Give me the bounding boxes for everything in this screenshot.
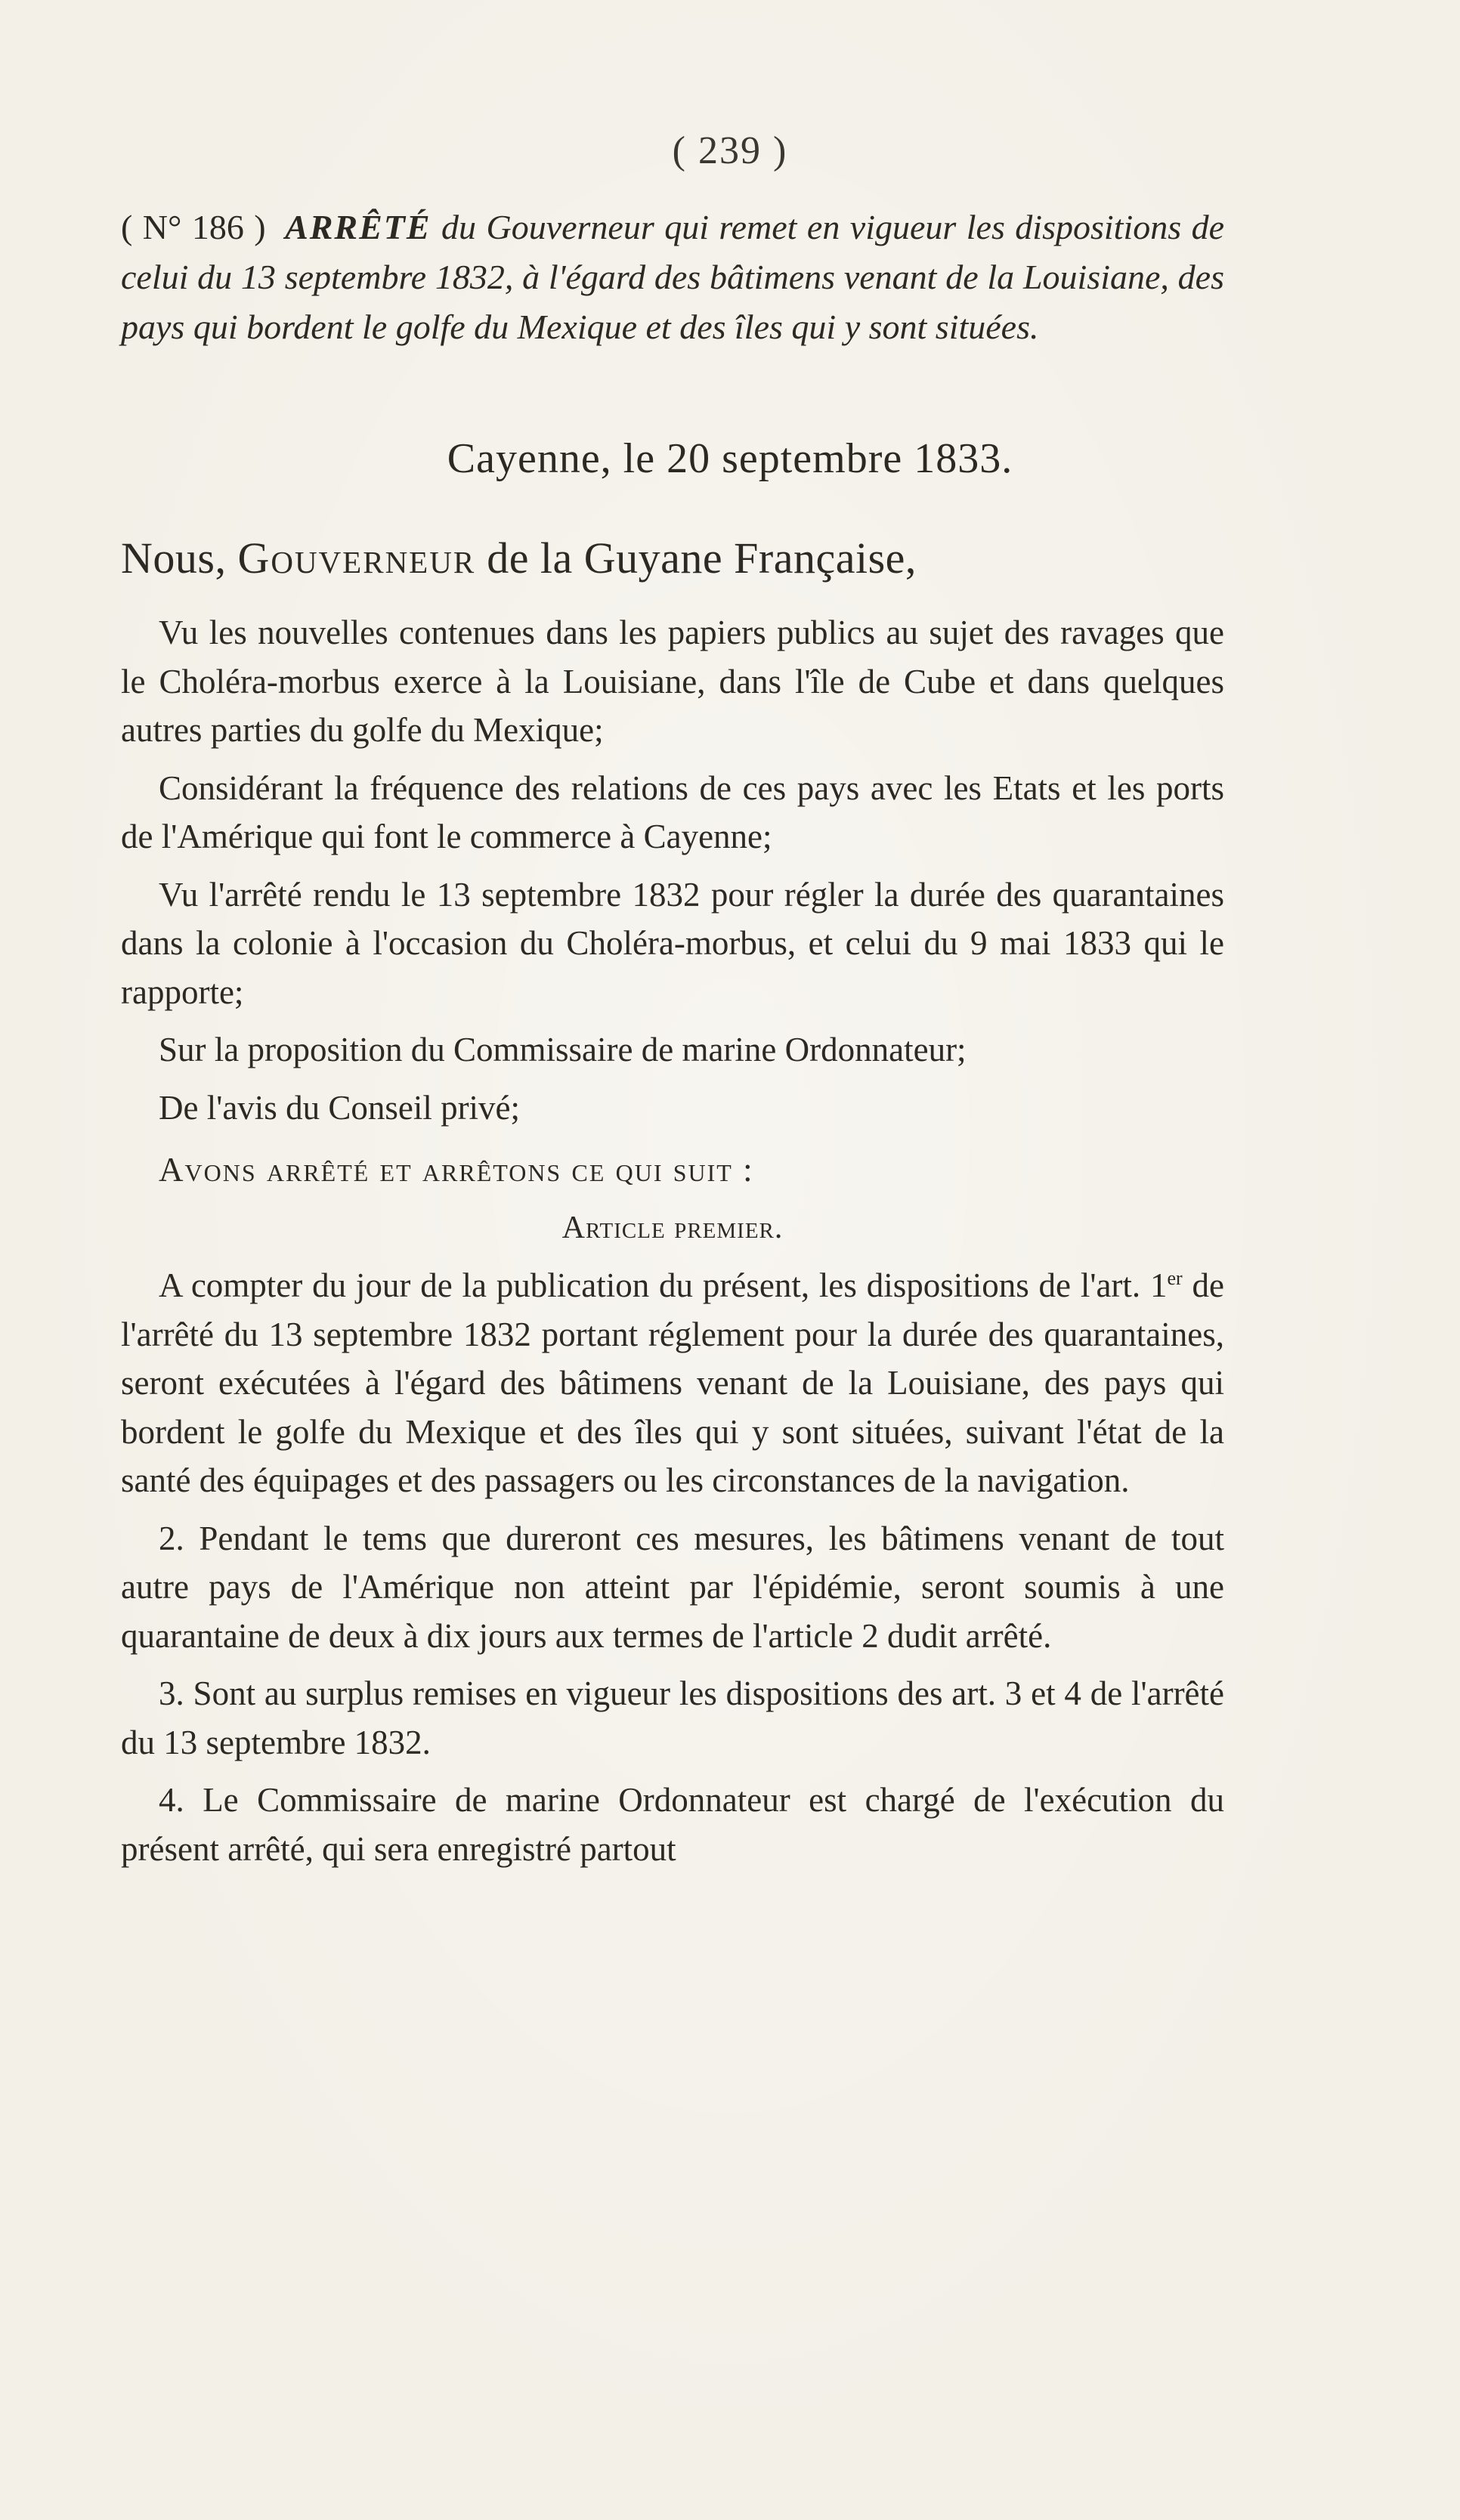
intro-rest: de la Guyane Française,: [487, 533, 917, 583]
article-3: 3. Sont au surplus remises en vigueur les dispositions des art. 3 et 4 de l'arrêté du 13 septembre 1832.: [121, 1674, 1224, 1761]
intro-title: Gouverneur: [237, 533, 476, 583]
paragraph-considerant: Considérant la fréquence des relations de ces pays avec les Etats et les ports de l'Amérique qui font le commerce à Cayenne;: [121, 768, 1224, 855]
decree-heading: [121, 203, 1224, 352]
article-1-start: A compter du jour de la publication du présent, les dispositions de l'art. 1: [159, 1266, 1168, 1304]
paragraph-vu-arrete: Vu l'arrêté rendu le 13 septembre 1832 pour régler la durée des quarantaines dans la colonie à l'occasion du Choléra-morbus, et celui du 9 mai 1833 qui le rapporte;: [121, 875, 1224, 1011]
paragraph-vu-nouvelles: Vu les nouvelles contenues dans les papiers publics au sujet des ravages que le Choléra-morbus exerce à la Louisiane, dans l'île de Cube et dans quelques autres parties du golfe du Mexique;: [121, 614, 1224, 749]
paragraph-avons: Avons arrêté et arrêtons ce qui suit :: [159, 1151, 754, 1189]
article-1: [121, 1261, 1224, 1505]
intro-line: [121, 533, 1224, 583]
paragraph-avis: De l'avis du Conseil privé;: [159, 1088, 521, 1127]
article-title: Article premier.: [561, 1210, 784, 1245]
article-1-rest: de l'arrêté du 13 septembre 1832 portant réglement pour la durée des quarantaines, seront exécutées à l'égard des bâtimens venant de la Louisiane, des pays qui bordent le golfe du Mexique et des îles qui y sont situées, suivant l'état de la santé des équipages et des passagers ou les circonstances de la navigation.: [121, 1266, 1224, 1499]
decree-keyword: ARRÊTÉ: [285, 208, 432, 246]
intro-prefix: Nous,: [121, 533, 227, 583]
article-2: 2. Pendant le tems que dureront ces mesures, les bâtimens venant de tout autre pays de l'Amérique non atteint par l'épidémie, seront soumis à une quarantaine de deux à dix jours aux termes de l'article 2 dudit arrêté.: [121, 1519, 1224, 1655]
decree-number: ( N° 186 ): [121, 208, 266, 246]
article-4: 4. Le Commissaire de marine Ordonnateur est chargé de l'exécution du présent arrêté, qui sera enregistré partout: [121, 1781, 1224, 1868]
dateline: Cayenne, le 20 septembre 1833.: [447, 435, 1013, 482]
paragraph-proposition: Sur la proposition du Commissaire de marine Ordonnateur;: [159, 1031, 967, 1068]
decree-title: du Gouverneur qui remet en vigueur les dispositions de celui du 13 septembre 1832, à l'égard des bâtimens venant de la Louisiane, des pays qui bordent le golfe du Mexique et des îles qui y sont situées.: [121, 208, 1224, 346]
article-1-superscript: er: [1167, 1267, 1183, 1289]
decree-body: [121, 608, 1224, 1882]
page-number: ( 239 ): [672, 129, 788, 172]
